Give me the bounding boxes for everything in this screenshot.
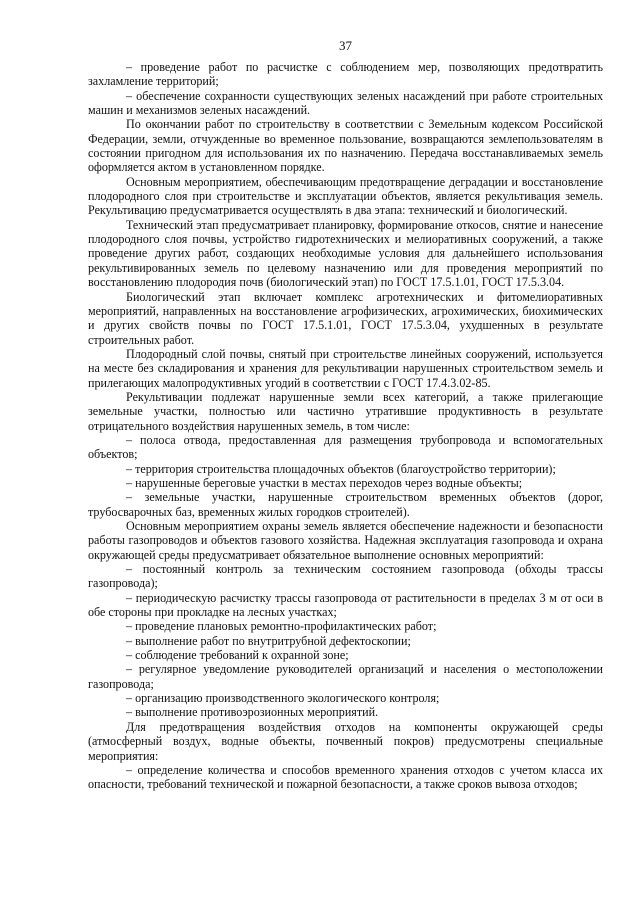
list-item: – территория строительства площадочных объектов (благоустройство территории); [126, 461, 556, 476]
paragraph: – проведение работ по расчистке с соблюдением мер, позволяющих предотвратить захламление территорий; [88, 60, 603, 89]
list-item: – выполнение работ по внутритрубной дефектоскопии; [126, 633, 411, 648]
paragraph: Основным мероприятием, обеспечивающим предотвращение деградации и восстановление плодородного слоя при строительстве и эксплуатации объектов, является рекультивация земель. Рекультивацию предусматривается осуществлять в два этапа: технический и биологический. [88, 174, 603, 218]
list-item: – периодическую расчистку трассы газопровода от растительности в пределах 3 м от оси в обе стороны при прокладке на лесных участках; [88, 590, 603, 620]
list-item: – нарушенные береговые участки в местах переходов через водные объекты; [126, 475, 523, 490]
list-item: – проведение плановых ремонтно-профилактических работ; [126, 619, 437, 634]
page-number: 37 [339, 38, 352, 53]
list-item: – полоса отвода, предоставленная для размещения трубопровода и вспомогательных объектов; [88, 432, 603, 462]
list-item: – соблюдение требований к охранной зоне; [126, 648, 349, 663]
paragraph: Плодородный слой почвы, снятый при строительстве линейных сооружений, используется на месте без складирования и хранения для рекультивации нарушенных строительством земель и прилегающих малопродуктивных угодий в соответствии с ГОСТ 17.4.3.02-85. [88, 346, 603, 390]
list-item: – регулярное уведомление руководителей организаций и населения о местоположении газопровода; [88, 662, 603, 691]
paragraph: Для предотвращения воздействия отходов на компоненты окружающей среды (атмосферный воздух, водные объекты, почвенный покров) предусмотрены специальные мероприятия: [88, 719, 603, 763]
paragraph: Биологический этап включает комплекс агротехнических и фитомелиоративных мероприятий, направленных на восстановление агрофизических, агрохимических, биохимических и других свойств почвы по ГОСТ 17.5.1.01, ГОСТ 17.5.3.04, ухудшенных в результате строительных работ. [88, 289, 603, 347]
list-item: – выполнение противоэрозионных мероприятий. [126, 705, 379, 720]
list-item: – определение количества и способов временного хранения отходов с учетом класса их опасности, требований технической и пожарной безопасности, а также сроков вывоза отходов; [88, 762, 603, 792]
paragraph: Основным мероприятием охраны земель является обеспечение надежности и безопасности работы газопроводов и объектов газового хозяйства. Надежная эксплуатация газопровода и охрана окружающей среды предусматривает обязательное выполнение основных мероприятий: [88, 519, 603, 562]
paragraph: Рекультивации подлежат нарушенные земли всех категорий, а также прилегающие земельные участки, полностью или частично утратившие продуктивность в результате отрицательного воздействия нарушенных земель, в том числе: [88, 389, 603, 433]
document-page [88, 38, 603, 792]
list-item: – постоянный контроль за техническим состоянием газопровода (обходы трассы газопровода); [88, 562, 603, 591]
list-item: – земельные участки, нарушенные строительством временных объектов (дорог, трубосварочных баз, временных жилых городков строителей). [88, 490, 603, 519]
body-text [88, 60, 603, 792]
paragraph: Технический этап предусматривает планировку, формирование откосов, снятие и нанесение плодородного слоя почвы, устройство гидротехнических и мелиоративных сооружений, а также проведение других работ, создающих необходимые условия для дальнейшего использования рекультивированных земель по целевому назначению или для проведения мероприятий по восстановлению плодородия почв (биологический этап) по ГОСТ 17.5.1.01, ГОСТ 17.5.3.04. [88, 217, 603, 290]
list-item: – организацию производственного экологического контроля; [126, 691, 440, 706]
paragraph: – обеспечение сохранности существующих зеленых насаждений при работе строительных машин и механизмов зеленых насаждений. [88, 88, 603, 118]
paragraph: По окончании работ по строительству в соответствии с Земельным кодексом Российской Федерации, земли, отчужденные во временное пользование, возвращаются землепользователям в состоянии пригодном для использования их по назначению. Передача восстанавливаемых земель оформляется актом в установленном порядке. [88, 117, 603, 175]
